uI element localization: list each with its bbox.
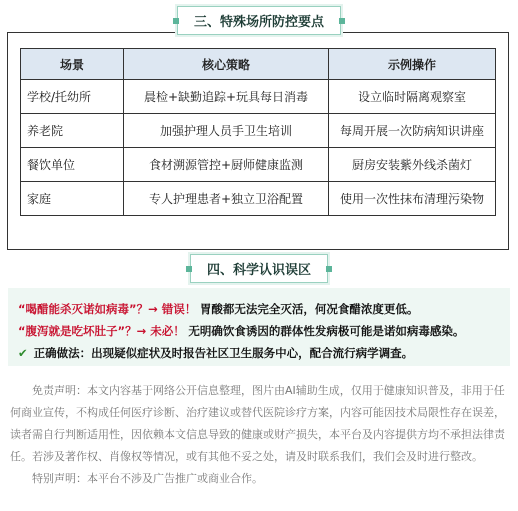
myth-item [18,320,500,342]
cell-scene: 家庭 [21,182,124,216]
table-row [21,80,496,114]
strategy-table [20,48,496,216]
cell-strategy: 加强护理人员手卫生培训 [124,114,329,148]
table-header-row [21,49,496,80]
header-scene: 场景 [21,49,124,80]
myth-claim: “喝醋能杀灭诺如病毒”？→ 错误！ [18,302,197,316]
special-statement: 特别声明：本平台不涉及广告推广或商业合作。 [32,472,263,485]
table-row [21,182,496,216]
table-row [21,114,496,148]
myth-explanation: 无明确饮食诱因的群体性发病极可能是诺如病毒感染。 [188,324,465,338]
header-example: 示例操作 [329,49,496,80]
cell-example: 设立临时隔离观察室 [329,80,496,114]
myth-claim: “腹泻就是吃坏肚子”？→ 未必！ [18,324,185,338]
cell-example: 厨房安装紫外线杀菌灯 [329,148,496,182]
cell-strategy: 专人护理患者+独立卫浴配置 [124,182,329,216]
section-title-prevention: 三、特殊场所防控要点 [177,6,341,35]
table-row [21,148,496,182]
myth-item [18,298,500,320]
disclaimer-text: 免责声明：本文内容基于网络公开信息整理，图片由AI辅助生成，仅用于健康知识普及，非用于任何商业宣传，不构成任何医疗诊断、治疗建议或替代医院诊疗方案，内容可能因技术局限性存在误差，读者需自行判断适用性，因依赖本文信息导致的健康或财产损失，本平台及内容提供方均不承担法律责任。若涉及著作权、肖像权等情况，或有其他不妥之处，请及时联系我们，我们会及时进行整改。 [10,384,505,463]
cell-strategy: 食材溯源管控+厨师健康监测 [124,148,329,182]
checkmark-icon: ✔ [18,346,28,360]
cell-scene: 餐饮单位 [21,148,124,182]
correct-practice-text: 正确做法：出现疑似症状及时报告社区卫生服务中心，配合流行病学调查。 [33,346,414,360]
myth-explanation: 胃酸都无法完全灭活，何况食醋浓度更低。 [199,302,419,316]
correct-practice [18,342,500,364]
strategy-table-box [7,32,509,250]
cell-example: 每周开展一次防病知识讲座 [329,114,496,148]
cell-scene: 学校/托幼所 [21,80,124,114]
cell-scene: 养老院 [21,114,124,148]
myths-box [8,288,510,366]
header-strategy: 核心策略 [124,49,329,80]
section-title-myths: 四、科学认识误区 [190,254,328,283]
cell-strategy: 晨检+缺勤追踪+玩具每日消毒 [124,80,329,114]
cell-example: 使用一次性抹布清理污染物 [329,182,496,216]
disclaimer-section [10,380,510,490]
